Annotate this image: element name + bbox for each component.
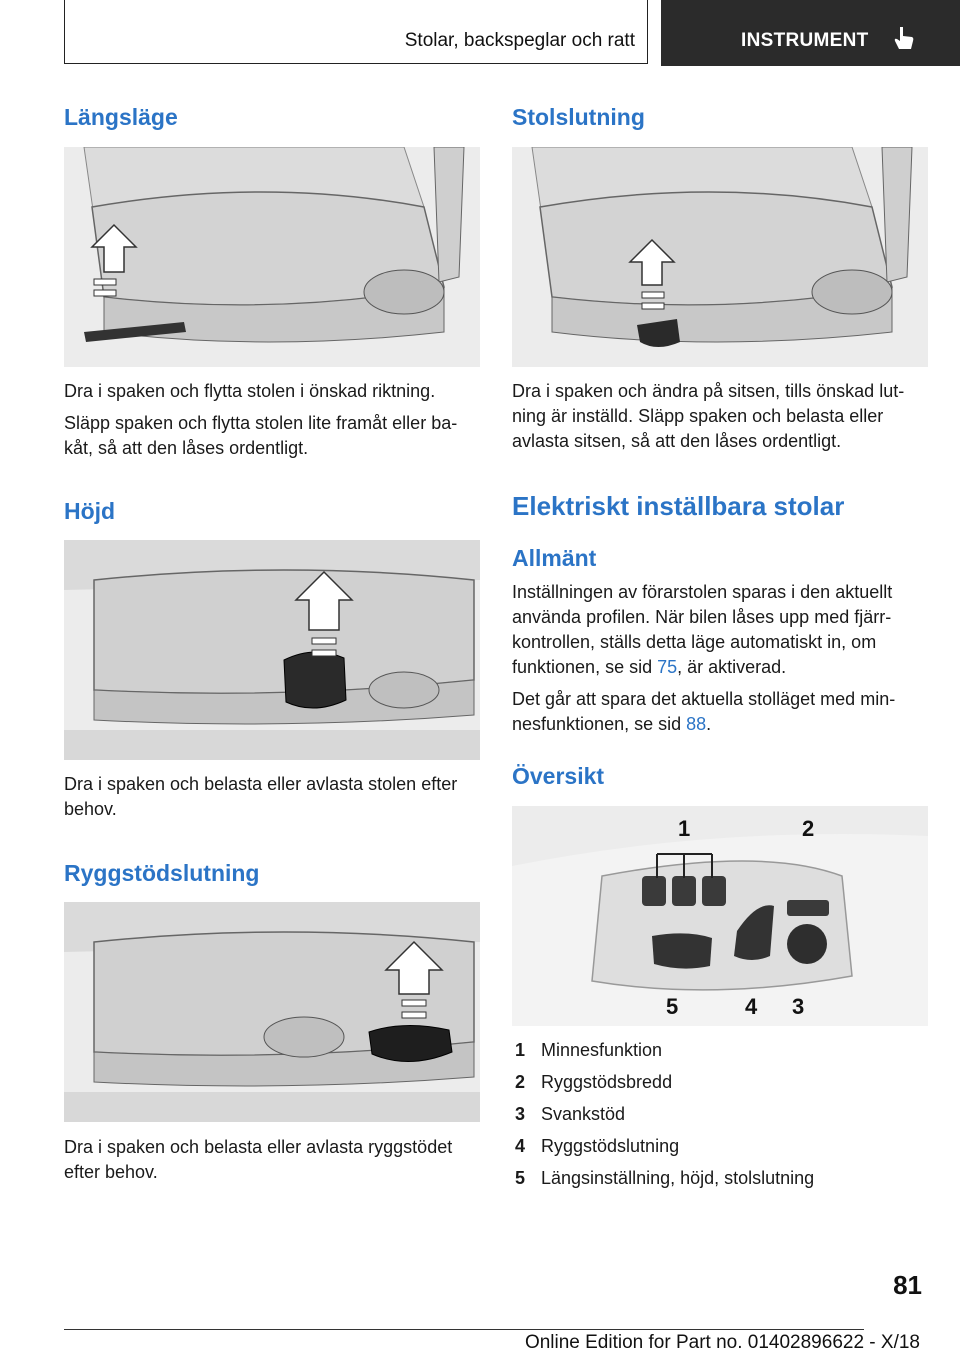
page-number: 81 [893,1270,922,1300]
text-allm-c: kontrollen, ställs detta läge automatiskt in, om [512,632,877,652]
list-item-label: Ryggstödsbredd [541,1072,673,1092]
heading-langslage: Längsläge [64,104,178,130]
text-allm-d [512,654,928,681]
list-item [512,1036,928,1068]
text-hojd-a: Dra i spaken och belasta eller avlasta stolen efter [64,774,458,794]
text-rygg-a: Dra i spaken och belasta eller avlasta ryggstödet [64,1137,453,1157]
list-item-number: 2 [515,1072,526,1092]
list-item-number: 4 [515,1136,526,1156]
text-allm-d-post: , är aktiverad. [677,657,787,677]
hand-pointer-icon [893,26,915,50]
fig-label-4: 4 [745,994,758,1019]
text-rygg-b: efter behov. [64,1162,158,1182]
footer-divider [64,1329,864,1330]
edition-note: Online Edition for Part no. 01402896622 - X/18 [524,1332,920,1353]
page-header [64,0,960,65]
section-title-box [64,0,648,64]
chapter-tab[interactable] [661,0,960,66]
text-allm-b: använda profilen. När bilen låses upp med fjärr- [512,607,892,627]
text-det-b [512,711,928,738]
list-item [512,1164,928,1196]
text-det-b-post: . [706,714,712,734]
text-allm-d-pre: funktionen, se sid [512,657,658,677]
text-stol-b: ning är inställd. Släpp spaken och belasta eller [512,406,884,426]
list-item-number: 3 [515,1104,526,1124]
heading-elektriskt: Elektriskt inställbara stolar [512,491,845,521]
list-item-label: Ryggstödslutning [541,1136,680,1156]
heading-stolslutning: Stolslutning [512,104,645,130]
list-item [512,1068,928,1100]
figure-backrest-tilt [64,902,480,1122]
fig-label-2: 2 [802,816,815,841]
heading-hojd: Höjd [64,498,116,524]
text-stol-a: Dra i spaken och ändra på sitsen, tills önskad lut- [512,381,905,401]
chapter-tab-label: INSTRUMENT [741,30,869,51]
controls-legend-list [512,1036,928,1196]
figure-seat-height [64,540,480,760]
figure-seat-length [64,147,480,367]
heading-allmant: Allmänt [512,545,597,571]
text-det-b-pre: nesfunktionen, se sid [512,714,687,734]
list-item [512,1100,928,1132]
text-allm-a: Inställningen av förarstolen sparas i den aktuellt [512,582,893,602]
text-langslage-2b: kåt, så att den låses ordentligt. [64,438,309,458]
list-item [512,1132,928,1164]
page-link-75[interactable]: 75 [657,657,678,677]
figure-seat-controls [512,806,928,1026]
list-item-label: Svankstöd [541,1104,626,1124]
heading-oversikt: Översikt [512,763,605,789]
list-item-label: Längsinställning, höjd, stolslutning [541,1168,815,1188]
list-item-number: 1 [515,1040,526,1060]
fig-label-1: 1 [678,816,691,841]
heading-ryggstodslutning: Ryggstödslutning [64,860,260,886]
section-title: Stolar, backspeglar och ratt [404,30,635,51]
list-item-number: 5 [515,1168,526,1188]
text-det-a: Det går att spara det aktuella stolläget med min- [512,689,896,709]
fig-label-5: 5 [666,994,679,1019]
list-item-label: Minnesfunktion [541,1040,663,1060]
text-hojd-b: behov. [64,799,117,819]
fig-label-3: 3 [792,994,805,1019]
figure-seat-tilt [512,147,928,367]
page-link-88[interactable]: 88 [686,714,707,734]
text-langslage-2a: Släpp spaken och flytta stolen lite framåt eller ba- [64,413,458,433]
text-langslage-1: Dra i spaken och flytta stolen i önskad riktning. [64,381,436,401]
text-stol-c: avlasta sitsen, så att den låses ordentligt. [512,431,842,451]
